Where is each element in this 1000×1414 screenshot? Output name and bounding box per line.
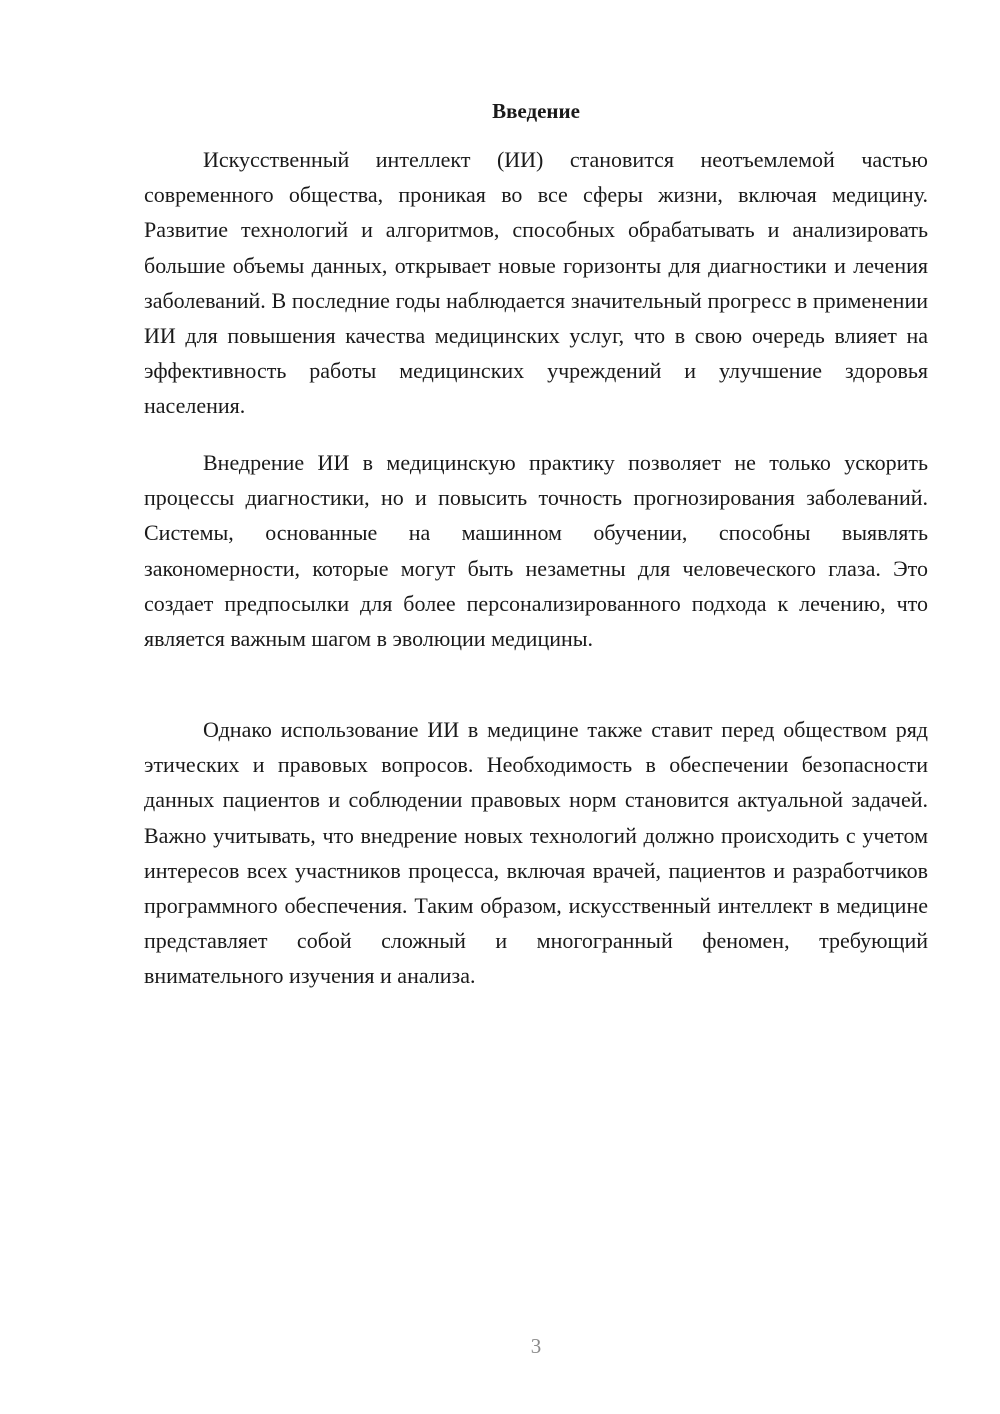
paragraph-2: Внедрение ИИ в медицинскую практику позволяет не только ускорить процессы диагностики, но и повысить точность прогнозирования заболеваний. Системы, основанные на машинном обучении, способны выявлять закономерности, которые могут быть незаметны для человеческого глаза. Это создает предпосылки для более персонализированного подхода к лечению, что является важным шагом в эволюции медицины. [144,450,928,652]
page-number: 3 [530,1334,542,1358]
paragraph-3: Однако использование ИИ в медицине также ставит перед обществом ряд этических и правовых вопросов. Необходимость в обеспечении безопасности данных пациентов и соблюдении правовых норм становится актуальной задачей. Важно учитывать, что внедрение новых технологий должно происходить с учетом интересов всех участников процесса, включая врачей, пациентов и разработчиков программного обеспечения. Таким образом, искусственный интеллект в медицине представляет собой сложный и многогранный феномен, требующий внимательного изучения и анализа. [144,717,928,989]
paragraph-3-container [144,712,928,994]
paragraph-1-container [144,142,928,424]
paragraph-1: Искусственный интеллект (ИИ) становится неотъемлемой частью современного общества, проникая во все сферы жизни, включая медицину. Развитие технологий и алгоритмов, способных обрабатывать и анализировать большие объемы данных, открывает новые горизонты для диагностики и лечения заболеваний. В последние годы наблюдается значительный прогресс в применении ИИ для повышения качества медицинских услуг, что в свою очередь влияет на эффективность работы медицинских учреждений и улучшение здоровья населения. [144,147,928,419]
section-heading: Введение [492,99,580,123]
paragraph-2-container [144,445,928,656]
